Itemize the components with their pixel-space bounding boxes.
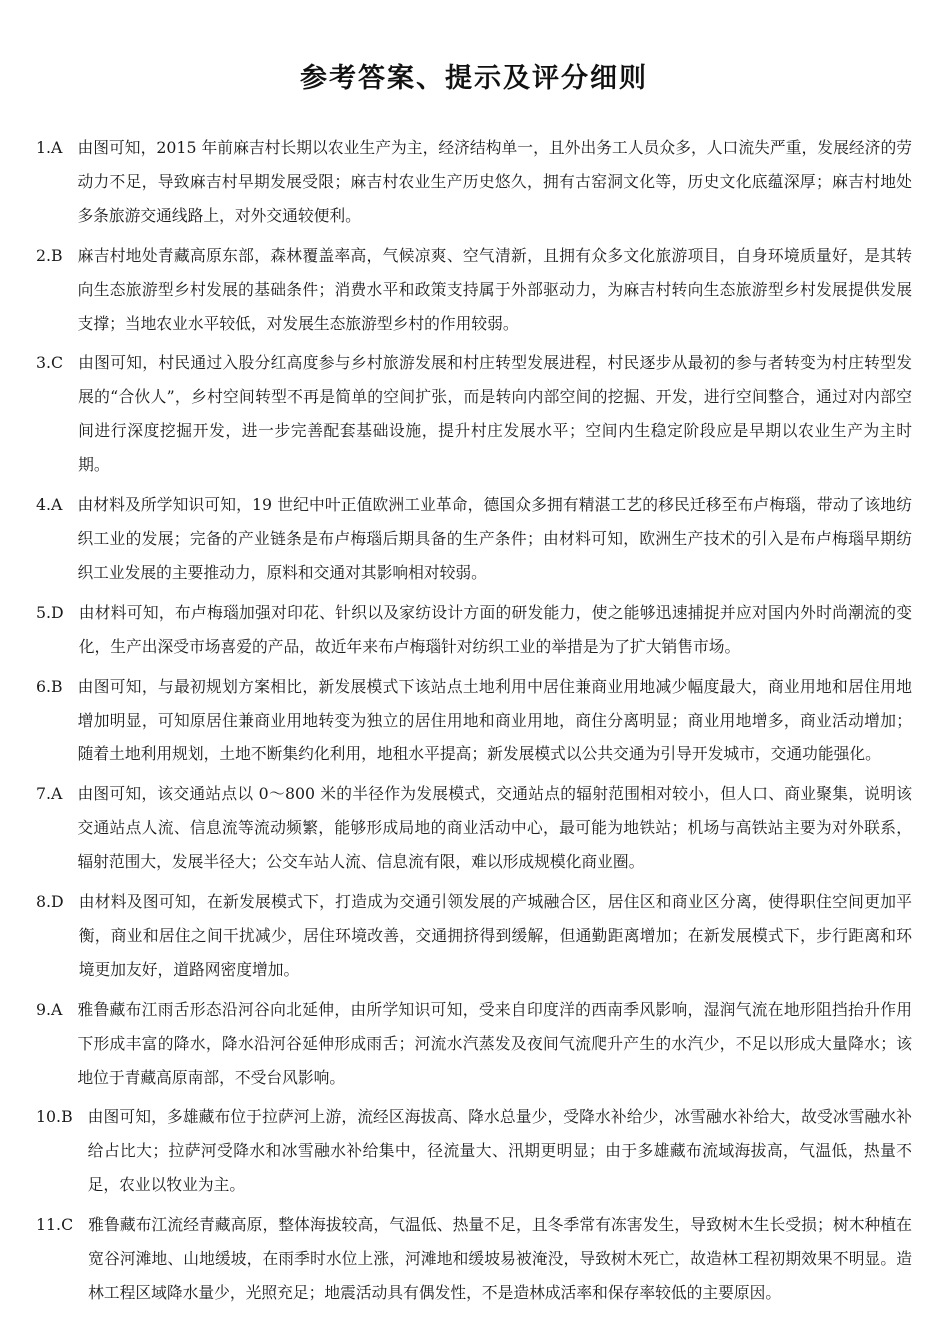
answer-number: 9.A [36, 999, 63, 1019]
answer-number: 1.A [36, 138, 63, 157]
answer-explanation: 由图可知，村民通过入股分红高度参与乡村旅游发展和村庄转型发展进程，村民逐步从最初的参与者转变为村庄转型发展的“合伙人”，乡村空间转型不再是简单的空间扩张，而是转向内部空间的挖掘、开发，进行空间整合，通过对内部空间进行深度挖掘开发，进一步完善配套基础设施，提升村庄发展水平；空间内生稳定阶段应是早期以农业生产为主时期。 [78, 353, 912, 475]
answer-explanation: 麻吉村地处青藏高原东部，森林覆盖率高，气候凉爽、空气清新，且拥有众多文化旅游项目，自身环境质量好，是其转向生态旅游型乡村发展的基础条件；消费水平和政策支持属于外部驱动力，为麻吉村转向生态旅游型乡村发展提供发展支撑；当地农业水平较低，对发展生态旅游型乡村的作用较弱。 [77, 245, 912, 333]
answer-item-6 [36, 670, 912, 772]
answer-number: 5.D [36, 602, 64, 622]
answer-number: 4.A [36, 495, 63, 515]
answer-explanation: 由材料可知，布卢梅瑙加强对印花、针织以及家纺设计方面的研发能力，使之能够迅速捕捉并应对国内外时尚潮流的变化，生产出深受市场喜爱的产品，故近年来布卢梅瑙针对纺织工业的举措是为了扩大销售市场。 [78, 602, 912, 656]
answer-number: 8.D [36, 892, 64, 912]
answer-number: 2.B [36, 245, 63, 265]
answer-explanation: 雅鲁藏布江雨舌形态沿河谷向北延伸，由所学知识可知，受来自印度洋的西南季风影响，湿润气流在地形阻挡抬升作用下形成丰富的降水，降水沿河谷延伸形成雨舌；河流水汽蒸发及夜间气流爬升产生的水汽少，不足以形成大量降水；该地位于青藏高原南部，不受台风影响。 [77, 999, 912, 1087]
answer-item-5 [36, 596, 912, 664]
answer-item-7 [36, 777, 912, 879]
answer-item-2 [36, 239, 912, 341]
answer-item-9 [36, 993, 912, 1095]
answer-number: 7.A [36, 784, 63, 804]
answer-number: 11.C [36, 1215, 74, 1235]
answer-item-11 [36, 1208, 912, 1310]
answer-explanation: 由材料及所学知识可知，19 世纪中叶正值欧洲工业革命，德国众多拥有精湛工艺的移民迁移至布卢梅瑙，带动了该地纺织工业的发展；完备的产业链条是布卢梅瑙后期具备的生产条件；由材料可知，欧洲生产技术的引入是布卢梅瑙早期纺织工业发展的主要推动力，原料和交通对其影响相对较弱。 [77, 495, 912, 582]
answer-item-4 [36, 488, 912, 590]
answer-item-10 [36, 1100, 912, 1202]
answer-number: 6.B [36, 676, 63, 696]
answer-item-1 [36, 131, 912, 233]
answer-explanation: 雅鲁藏布江流经青藏高原，整体海拔较高，气温低、热量不足，且冬季常有冻害发生，导致树木生长受损；树木种植在宽谷河滩地、山地缓坡，在雨季时水位上涨，河滩地和缓坡易被淹没，导致树木死亡，故造林工程初期效果不明显。造林工程区域降水量少，光照充足；地震活动具有偶发性，不是造林成活率和保存率较低的主要原因。 [88, 1215, 912, 1302]
answer-number: 3.C [36, 353, 64, 373]
answer-number: 10.B [36, 1107, 73, 1127]
answer-explanation: 由图可知，多雄藏布位于拉萨河上游，流经区海拔高、降水总量少，受降水补给少，冰雪融水补给大，故受冰雪融水补给占比大；拉萨河受降水和冰雪融水补给集中，径流量大、汛期更明显；由于多雄藏布流域海拔高，气温低，热量不足，农业以牧业为主。 [87, 1107, 912, 1195]
page-title: 参考答案、提示及评分细则 [300, 63, 648, 94]
answer-explanation: 由图可知，与最初规划方案相比，新发展模式下该站点土地利用中居住兼商业用地减少幅度最大，商业用地和居住用地增加明显，可知原居住兼商业用地转变为独立的居住用地和商业用地，商住分离明显；商业用地增多，商业活动增加；随着土地利用规划，土地不断集约化利用，地租水平提高；新发展模式以公共交通为引导开发城市，交通功能强化。 [77, 676, 912, 764]
answer-explanation: 由图可知，2015 年前麻吉村长期以农业生产为主，经济结构单一，且外出务工人员众多，人口流失严重，发展经济的劳动力不足，导致麻吉村早期发展受限；麻吉村农业生产历史悠久，拥有古窑洞文化等，历史文化底蕴深厚；麻吉村地处多条旅游交通线路上，对外交通较便利。 [77, 138, 912, 225]
answer-item-3 [36, 346, 912, 482]
answer-list [36, 131, 912, 1310]
answer-explanation: 由材料及图可知，在新发展模式下，打造成为交通引领发展的产城融合区，居住区和商业区分离，使得职住空间更加平衡，商业和居住之间干扰减少，居住环境改善，交通拥挤得到缓解，但通勤距离增加；在新发展模式下，步行距离和环境更加友好，道路网密度增加。 [78, 892, 912, 979]
answer-explanation: 由图可知，该交通站点以 0～800 米的半径作为发展模式，交通站点的辐射范围相对较小，但人口、商业聚集，说明该交通站点人流、信息流等流动频繁，能够形成局地的商业活动中心，最可能为地铁站；机场与高铁站主要为对外联系，辐射范围大，发展半径大；公交车站人流、信息流有限，难以形成规模化商业圈。 [77, 784, 912, 872]
answer-item-8 [36, 885, 912, 987]
